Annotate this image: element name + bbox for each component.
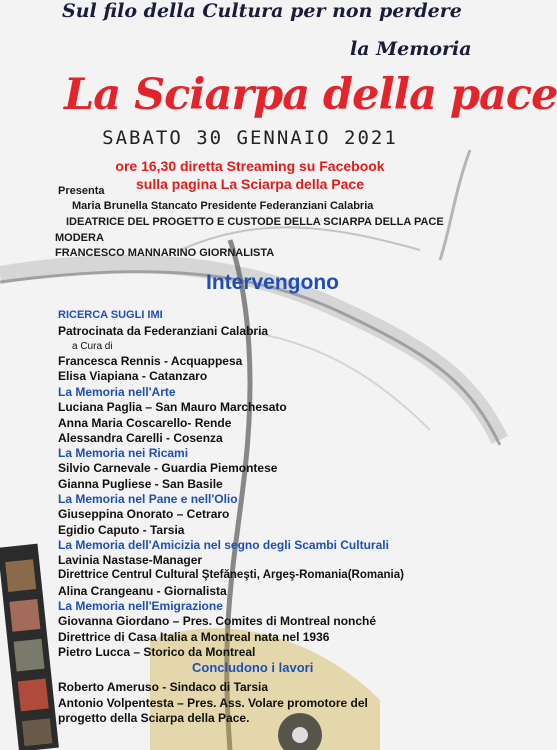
header-line-2: la Memoria [350, 38, 472, 60]
list-item: Alessandra Carelli - Cosenza [58, 431, 223, 445]
list-item: Egidio Caputo - Tarsia [58, 523, 185, 537]
section-title-ricami: La Memoria nei Ricami [58, 446, 189, 460]
section-title-amicizia: La Memoria dell'Amicizia nel segno degli Scambi Culturali [58, 538, 389, 552]
list-item: Elisa Viapiana - Catanzaro [58, 369, 208, 383]
list-item: Giovanna Giordano – Pres. Comites di Montreal nonché [58, 614, 377, 628]
conclusion-heading: Concludono i lavori [192, 660, 314, 675]
list-item: Silvio Carnevale - Guardia Piemontese [58, 461, 278, 475]
list-item: Pietro Lucca – Storico da Montreal [58, 645, 256, 659]
section-title-emigrazione: La Memoria nell'Emigrazione [58, 599, 223, 613]
section-title-pane-olio: La Memoria nel Pane e nell'Olio [58, 492, 238, 506]
list-item: Francesca Rennis - Acquappesa [58, 354, 243, 368]
list-item: Alina Crangeanu - Giornalista [58, 584, 227, 598]
list-item: Direttrice Centrul Cultural Ştefăneşti, Argeş-Romania(Romania) [58, 569, 404, 581]
list-item: progetto della Sciarpa della Pace. [58, 711, 250, 725]
header-line-1: Sul filo della Cultura per non perdere [62, 0, 462, 22]
list-item: a Cura di [72, 341, 113, 352]
moderator-name: FRANCESCO MANNARINO GIORNALISTA [55, 247, 275, 259]
film-strip-decoration [0, 545, 60, 750]
intervengono-heading: Intervengono [205, 271, 339, 294]
modera-label: MODERA [55, 232, 104, 244]
list-item: Anna Maria Coscarello- Rende [58, 416, 232, 430]
poster-title: La Sciarpa della pace [64, 70, 557, 120]
presenter-role: IDEATRICE DEL PROGETTO E CUSTODE DELLA SCIARPA DELLA PACE [66, 216, 444, 228]
section-title-arte: La Memoria nell'Arte [58, 385, 176, 399]
list-item: Lavinia Nastase-Manager [58, 553, 203, 567]
list-item: Giuseppina Onorato – Cetraro [58, 507, 230, 521]
list-item: Gianna Pugliese - San Basile [58, 477, 223, 491]
list-item: Luciana Paglia – San Mauro Marchesato [58, 400, 287, 414]
event-date: SABATO 30 GENNAIO 2021 [102, 127, 398, 149]
list-item: Patrocinata da Federanziani Calabria [58, 324, 269, 338]
presenter-name: Maria Brunella Stancato Presidente Federanziani Calabria [72, 200, 374, 212]
list-item: Roberto Ameruso - Sindaco di Tarsia [58, 680, 269, 694]
presenta-label: Presenta [58, 185, 105, 197]
section-title-ricerca: RICERCA SUGLI IMI [58, 309, 163, 321]
event-page: sulla pagina La Sciarpa della Pace [136, 176, 364, 192]
list-item: Direttrice di Casa Italia a Montreal nata nel 1936 [58, 630, 330, 644]
list-item: Antonio Volpentesta – Pres. Ass. Volare promotore del [58, 696, 368, 710]
event-time: ore 16,30 diretta Streaming su Facebook [115, 158, 385, 174]
